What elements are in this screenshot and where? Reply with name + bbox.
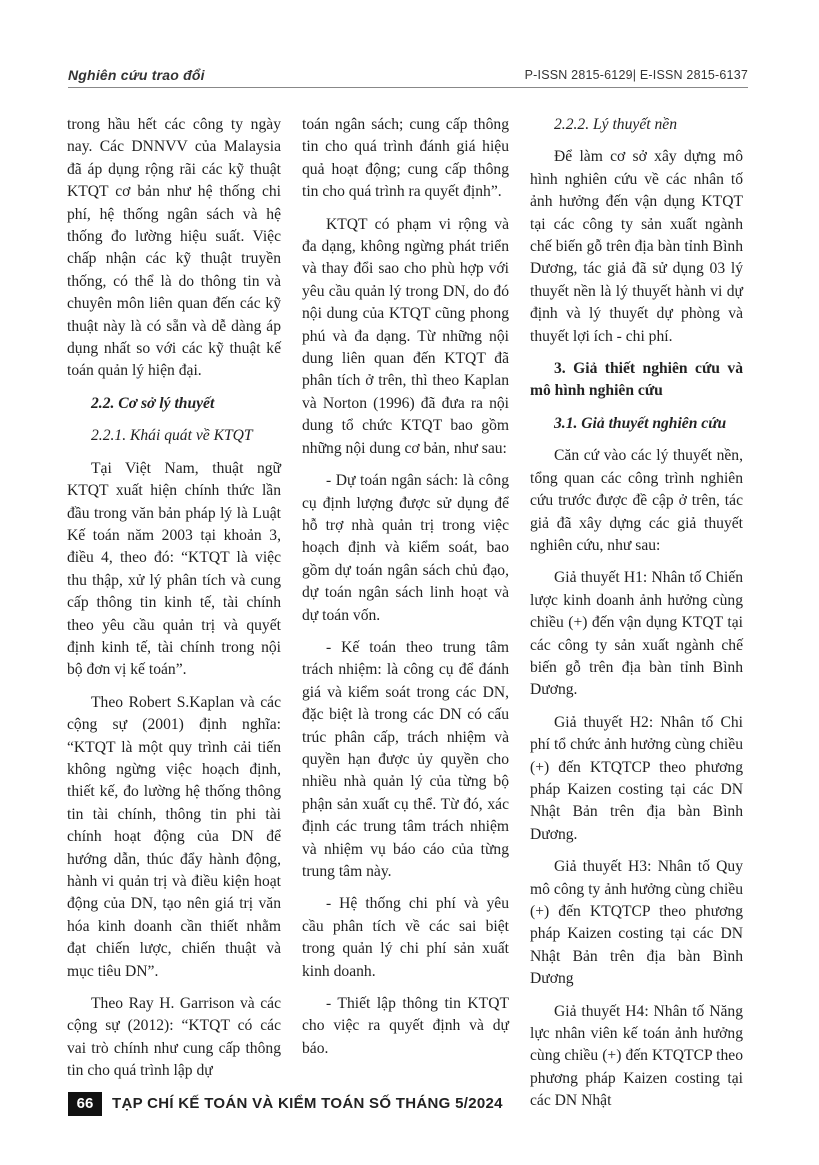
list-item: - Hệ thống chi phí và yêu cầu phân tích về các sai biệt trong quản lý chi phí sản xuất kinh doanh. [302,895,509,980]
paragraph: Giả thuyết H1: Nhân tố Chiến lược kinh doanh ảnh hưởng cùng chiều (+) đến vận dụng KTQT tại các công ty sản xuất ngành chế biến gỗ trên địa bàn tỉnh Bình Dương. [530,569,743,699]
paragraph: Tại Việt Nam, thuật ngữ KTQT xuất hiện chính thức lần đầu trong văn bản pháp lý là Luật Kế toán năm 2003 tại khoản 3, điều 4, theo đó: “KTQT là việc thu thập, xử lý phân tích và cung cấp thông tin kinh tế, tài chính theo yêu cầu quản trị và quyết định kinh tế, tài chính trong nội bộ đơn vị kế toán”. [67,459,281,679]
paragraph: Để làm cơ sở xây dựng mô hình nghiên cứu về các nhân tố ảnh hưởng đến vận dụng KTQT tại các công ty sản xuất ngành chế biến gỗ trên địa bàn tỉnh Bình Dương, tác giả đã sử dụng 03 lý thuyết nền là lý thuyết hành vi dự định và lý thuyết dự phòng và thuyết lợi ích - chi phí. [530,148,743,345]
list-item: - Thiết lập thông tin KTQT cho việc ra quyết định và dự báo. [302,995,509,1057]
paragraph: Giả thuyết H4: Nhân tố Năng lực nhân viên kế toán ảnh hưởng cùng chiều (+) đến KTQTCP theo phương pháp Kaizen costing tại các DN Nhật [530,1002,743,1110]
section-heading: 3. Giả thiết nghiên cứu và mô hình nghiên cứu [530,360,743,400]
paragraph: Theo Robert S.Kaplan và các cộng sự (2001) định nghĩa: “KTQT là một quy trình cải tiến không ngừng việc hoạch định, thiết kế, đo lường hệ thống thông tin tài chính, thông tin phi tài chính hoạt động của DN để hướng dẫn, thúc đẩy hành động, hành vi quản trị và điều kiện hoạt động của DN, tạo nên giá trị văn hóa kinh doanh cần thiết nhằm đạt chiến lược, chiến thuật và mục tiêu DN”. [67,693,281,980]
column-3 [530,114,743,1123]
journal-title: TẠP CHÍ KẾ TOÁN VÀ KIỂM TOÁN SỐ THÁNG 5/2024 [112,1095,503,1112]
subsection-heading: 3.1. Giả thuyết nghiên cứu [554,414,727,432]
paragraph: KTQT có phạm vi rộng và đa dạng, không ngừng phát triển và thay đổi sao cho phù hợp với yêu cầu quản lý trong DN, do đó nội dung của KTQT cũng phong phú và đa dạng. Từ những nội dung liên quan đến KTQT đã phân tích ở trên, thì theo Kaplan và Norton (1996) đã đưa ra nội dung tổ chức KTQT bao gồm những nội dung cơ bản, như sau: [302,215,509,457]
header-divider [68,87,748,88]
page-number: 66 [68,1092,102,1116]
paragraph: Giả thuyết H2: Nhân tố Chi phí tổ chức ảnh hưởng cùng chiều (+) đến KTQTCP theo phương pháp Kaizen costing tại các DN Nhật Bản trên địa bàn Bình Dương. [530,713,743,843]
paragraph: trong hầu hết các công ty ngày nay. Các DNNVV của Malaysia đã áp dụng rộng rãi các kỹ thuật KTQT cơ bản như hệ thống chi phí, hệ thống ngân sách và hệ thống đo lường hiệu suất. Việc chấp nhận các kỹ thuật truyền thống, có thể là do thông tin và chuyên môn liên quan đến các kỹ thuật này là có sẵn và dễ dàng áp dụng nhất so với các kỹ thuật kế toán quản lý hiện đại. [67,116,281,380]
column-2 [302,114,509,1070]
subsection-heading: 2.2.1. Khái quát về KTQT [91,427,253,445]
section-heading: 2.2. Cơ sở lý thuyết [91,394,215,412]
subsection-heading: 2.2.2. Lý thuyết nền [554,116,677,133]
page-header [68,67,748,87]
section-label: Nghiên cứu trao đổi [68,67,205,83]
issn-label: P-ISSN 2815-6129| E-ISSN 2815-6137 [524,68,748,82]
paragraph: Giả thuyết H3: Nhân tố Quy mô công ty ảnh hưởng cùng chiều (+) đến KTQTCP theo phương pháp Kaizen costing tại các DN Nhật Bản trên địa bàn Bình Dương [530,858,743,988]
list-item: - Dự toán ngân sách: là công cụ định lượng được sử dụng để hỗ trợ nhà quản trị trong việc hoạch định và kiểm soát, bao gồm dự toán ngân sách chủ đạo, dự toán ngân sách linh hoạt và dự toán vốn. [302,472,509,624]
column-1 [67,114,281,1093]
list-item: - Kế toán theo trung tâm trách nhiệm: là công cụ để đánh giá và kiểm soát trong các DN, đặc biệt là trong các DN có cấu trúc phân cấp, trách nhiệm và quyền hạn được ủy quyền cho nhiều nhà quản lý của từng bộ phận sản xuất cụ thể. Từ đó, xác định các trung tâm trách nhiệm và nhiệm vụ báo cáo của từng trung tâm này. [302,638,509,880]
paragraph: toán ngân sách; cung cấp thông tin cho quá trình đánh giá hiệu quả hoạt động; cung cấp thông tin cho quá trình ra quyết định”. [302,116,509,201]
paragraph: Căn cứ vào các lý thuyết nền, tổng quan các công trình nghiên cứu trước được đề cập ở trên, tác giả đã xây dựng các giả thuyết nghiên cứu, như sau: [530,447,743,554]
paragraph: Theo Ray H. Garrison và các cộng sự (2012): “KTQT có các vai trò chính như cung cấp thông tin cho quá trình lập dự [67,995,281,1080]
